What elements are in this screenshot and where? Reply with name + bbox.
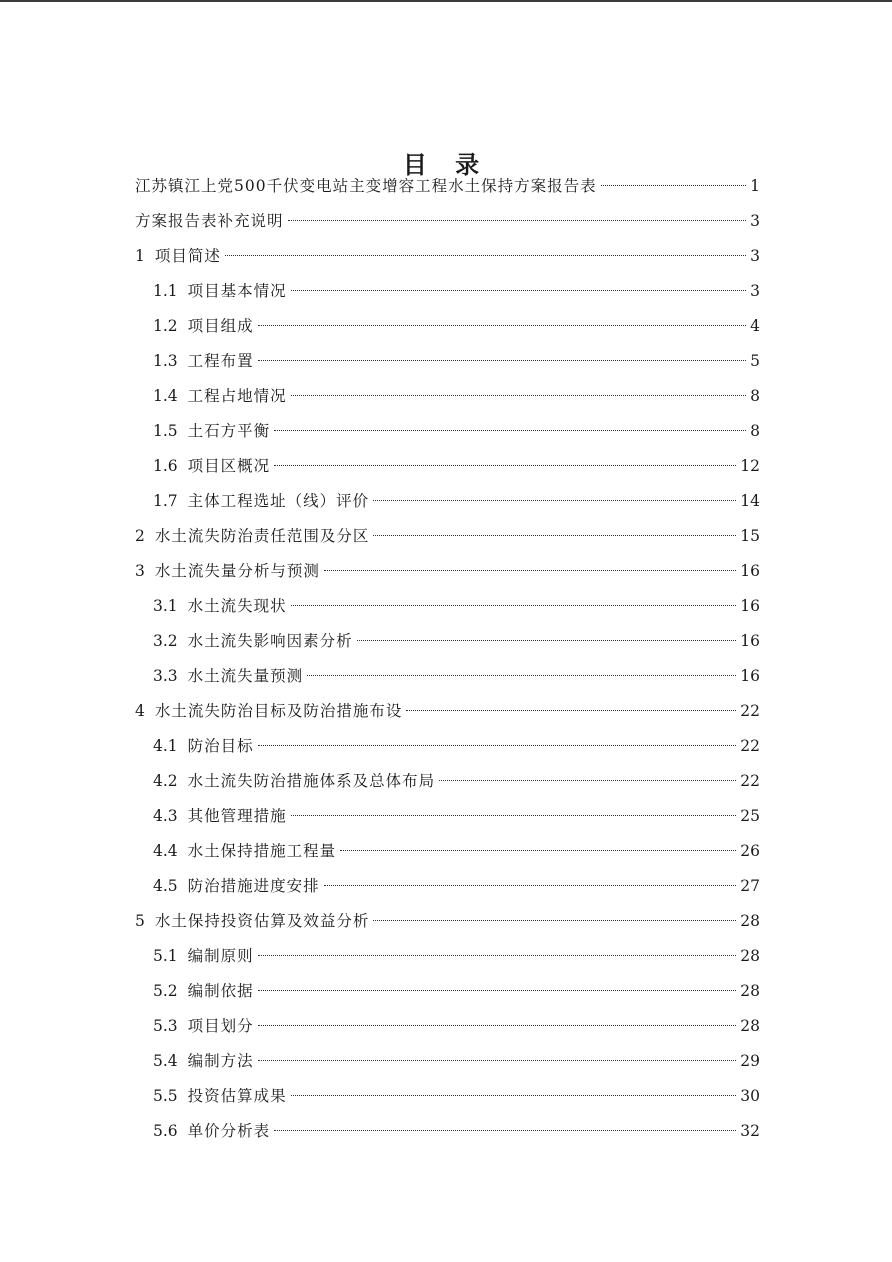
toc-entry-title: 项目区概况 (187, 457, 271, 475)
toc-entry-page-number: 32 (740, 1122, 760, 1140)
dot-leader (258, 745, 737, 746)
toc-entry-page-number: 27 (740, 877, 760, 895)
dot-leader (307, 675, 736, 676)
toc-entry[interactable] (135, 452, 760, 487)
toc-entry-page-number: 28 (740, 947, 760, 965)
toc-entry-title: 水土流失防治目标及防治措施布设 (154, 702, 403, 720)
toc-entry-number: 1.3 (153, 352, 178, 370)
toc-entry[interactable] (135, 522, 760, 557)
toc-entry-number: 1.2 (153, 317, 178, 335)
toc-entry-title: 编制方法 (187, 1052, 254, 1070)
toc-entry-number: 4.3 (153, 807, 178, 825)
toc-entry-title: 投资估算成果 (187, 1087, 287, 1105)
toc-entry-number: 3 (135, 562, 145, 580)
toc-entry-number: 3.2 (153, 632, 178, 650)
toc-entry-title: 水土流失量分析与预测 (154, 562, 320, 580)
toc-entry[interactable] (135, 872, 760, 907)
toc-entry-number: 5.6 (153, 1122, 178, 1140)
toc-entry-title: 水土流失影响因素分析 (187, 632, 353, 650)
toc-entry[interactable] (135, 767, 760, 802)
toc-entry-number: 5.1 (153, 947, 178, 965)
toc-entry-number: 5.5 (153, 1087, 178, 1105)
toc-entry-title: 方案报告表补充说明 (135, 212, 284, 230)
dot-leader (258, 990, 737, 991)
toc-entry-number: 2 (135, 527, 145, 545)
toc-entry-page-number: 28 (740, 982, 760, 1000)
dot-leader (291, 605, 737, 606)
toc-entry-number: 1.1 (153, 282, 178, 300)
dot-leader (373, 920, 736, 921)
dot-leader (274, 465, 736, 466)
toc-entry[interactable] (135, 942, 760, 977)
dot-leader (225, 255, 746, 256)
toc-entry-page-number: 29 (740, 1052, 760, 1070)
dot-leader (291, 1095, 737, 1096)
toc-entry-title: 工程占地情况 (187, 387, 287, 405)
toc-entry[interactable] (135, 242, 760, 277)
toc-entry[interactable] (135, 382, 760, 417)
toc-entry-page-number: 22 (740, 702, 760, 720)
dot-leader (340, 850, 736, 851)
toc-entry-number: 5 (135, 912, 145, 930)
toc-entry-page-number: 22 (740, 737, 760, 755)
toc-entry-title: 项目基本情况 (187, 282, 287, 300)
toc-entry-page-number: 12 (740, 457, 760, 475)
toc-entry-page-number: 1 (750, 177, 760, 195)
toc-entry[interactable] (135, 697, 760, 732)
toc-entry[interactable] (135, 802, 760, 837)
toc-entry-page-number: 16 (740, 597, 760, 615)
toc-entry[interactable] (135, 312, 760, 347)
toc-entry-number: 1.5 (153, 422, 178, 440)
toc-entry-page-number: 28 (740, 912, 760, 930)
toc-entry[interactable] (135, 347, 760, 382)
toc-entry-number: 4.4 (153, 842, 178, 860)
dot-leader (357, 640, 737, 641)
toc-entry-page-number: 5 (750, 352, 760, 370)
toc-entry[interactable] (135, 1082, 760, 1117)
toc-entry-number: 5.3 (153, 1017, 178, 1035)
dot-leader (373, 535, 736, 536)
toc-entry-title: 水土流失现状 (187, 597, 287, 615)
toc-entry-number: 4 (135, 702, 145, 720)
toc-entry[interactable] (135, 592, 760, 627)
toc-entry[interactable] (135, 662, 760, 697)
toc-entry-number: 4.1 (153, 737, 178, 755)
toc-entry-page-number: 3 (750, 282, 760, 300)
toc-entry-number: 5.4 (153, 1052, 178, 1070)
toc-entry-title: 江苏镇江上党500千伏变电站主变增容工程水土保持方案报告表 (135, 177, 597, 195)
dot-leader (258, 325, 746, 326)
toc-entry-number: 4.5 (153, 877, 178, 895)
toc-entry-page-number: 16 (740, 667, 760, 685)
toc-entry-title: 项目简述 (154, 247, 221, 265)
dot-leader (274, 430, 746, 431)
toc-entry-number: 1 (135, 247, 145, 265)
toc-entry-page-number: 3 (750, 247, 760, 265)
toc-entry[interactable] (135, 557, 760, 592)
toc-entry-title: 编制原则 (187, 947, 254, 965)
toc-entry[interactable] (135, 1047, 760, 1082)
toc-entry-page-number: 8 (750, 387, 760, 405)
top-border-line (0, 0, 892, 2)
dot-leader (258, 1060, 737, 1061)
toc-entry[interactable] (135, 732, 760, 767)
toc-entry-title: 防治目标 (187, 737, 254, 755)
toc-entry-title: 土石方平衡 (187, 422, 271, 440)
toc-entry[interactable] (135, 207, 760, 242)
toc-entry-title: 工程布置 (187, 352, 254, 370)
toc-entry[interactable] (135, 172, 760, 207)
toc-entry[interactable] (135, 277, 760, 312)
toc-entry-number: 5.2 (153, 982, 178, 1000)
dot-leader (324, 885, 737, 886)
toc-entry-title: 其他管理措施 (187, 807, 287, 825)
toc-entry-title: 项目组成 (187, 317, 254, 335)
dot-leader (291, 815, 737, 816)
dot-leader (291, 395, 746, 396)
toc-entry[interactable] (135, 487, 760, 522)
toc-entry-number: 1.4 (153, 387, 178, 405)
toc-entry-page-number: 15 (740, 527, 760, 545)
table-of-contents (135, 172, 760, 1152)
toc-entry[interactable] (135, 627, 760, 662)
dot-leader (324, 570, 736, 571)
toc-entry-page-number: 14 (740, 492, 760, 510)
toc-entry-title: 水土流失量预测 (187, 667, 304, 685)
toc-entry[interactable] (135, 1117, 760, 1152)
toc-entry-page-number: 25 (740, 807, 760, 825)
toc-entry-title: 单价分析表 (187, 1122, 271, 1140)
toc-entry[interactable] (135, 417, 760, 452)
dot-leader (258, 955, 737, 956)
dot-leader (258, 1025, 737, 1026)
toc-entry-page-number: 3 (750, 212, 760, 230)
toc-entry-title: 水土保持投资估算及效益分析 (154, 912, 370, 930)
toc-entry-page-number: 16 (740, 632, 760, 650)
toc-entry-page-number: 22 (740, 772, 760, 790)
dot-leader (274, 1130, 736, 1131)
toc-entry[interactable] (135, 1012, 760, 1047)
toc-entry-number: 1.7 (153, 492, 178, 510)
toc-entry-page-number: 16 (740, 562, 760, 580)
toc-entry-title: 水土流失防治责任范围及分区 (154, 527, 370, 545)
dot-leader (291, 290, 746, 291)
toc-entry-page-number: 28 (740, 1017, 760, 1035)
toc-entry[interactable] (135, 837, 760, 872)
dot-leader (373, 500, 736, 501)
dot-leader (288, 220, 746, 221)
toc-entry-number: 3.1 (153, 597, 178, 615)
toc-entry-title: 防治措施进度安排 (187, 877, 320, 895)
toc-entry-title: 项目划分 (187, 1017, 254, 1035)
toc-entry-title: 水土保持措施工程量 (187, 842, 337, 860)
dot-leader (406, 710, 736, 711)
toc-entry-title: 编制依据 (187, 982, 254, 1000)
dot-leader (601, 185, 746, 186)
toc-entry-number: 3.3 (153, 667, 178, 685)
toc-entry-number: 1.6 (153, 457, 178, 475)
toc-entry-number: 4.2 (153, 772, 178, 790)
toc-entry-title: 主体工程选址（线）评价 (187, 492, 370, 510)
toc-entry-page-number: 4 (750, 317, 760, 335)
toc-entry-page-number: 8 (750, 422, 760, 440)
toc-entry[interactable] (135, 907, 760, 942)
toc-entry-page-number: 30 (740, 1087, 760, 1105)
dot-leader (439, 780, 736, 781)
dot-leader (258, 360, 746, 361)
page-title: 目 录 (402, 150, 490, 180)
toc-entry-title: 水土流失防治措施体系及总体布局 (187, 772, 436, 790)
toc-entry[interactable] (135, 977, 760, 1012)
toc-entry-page-number: 26 (740, 842, 760, 860)
